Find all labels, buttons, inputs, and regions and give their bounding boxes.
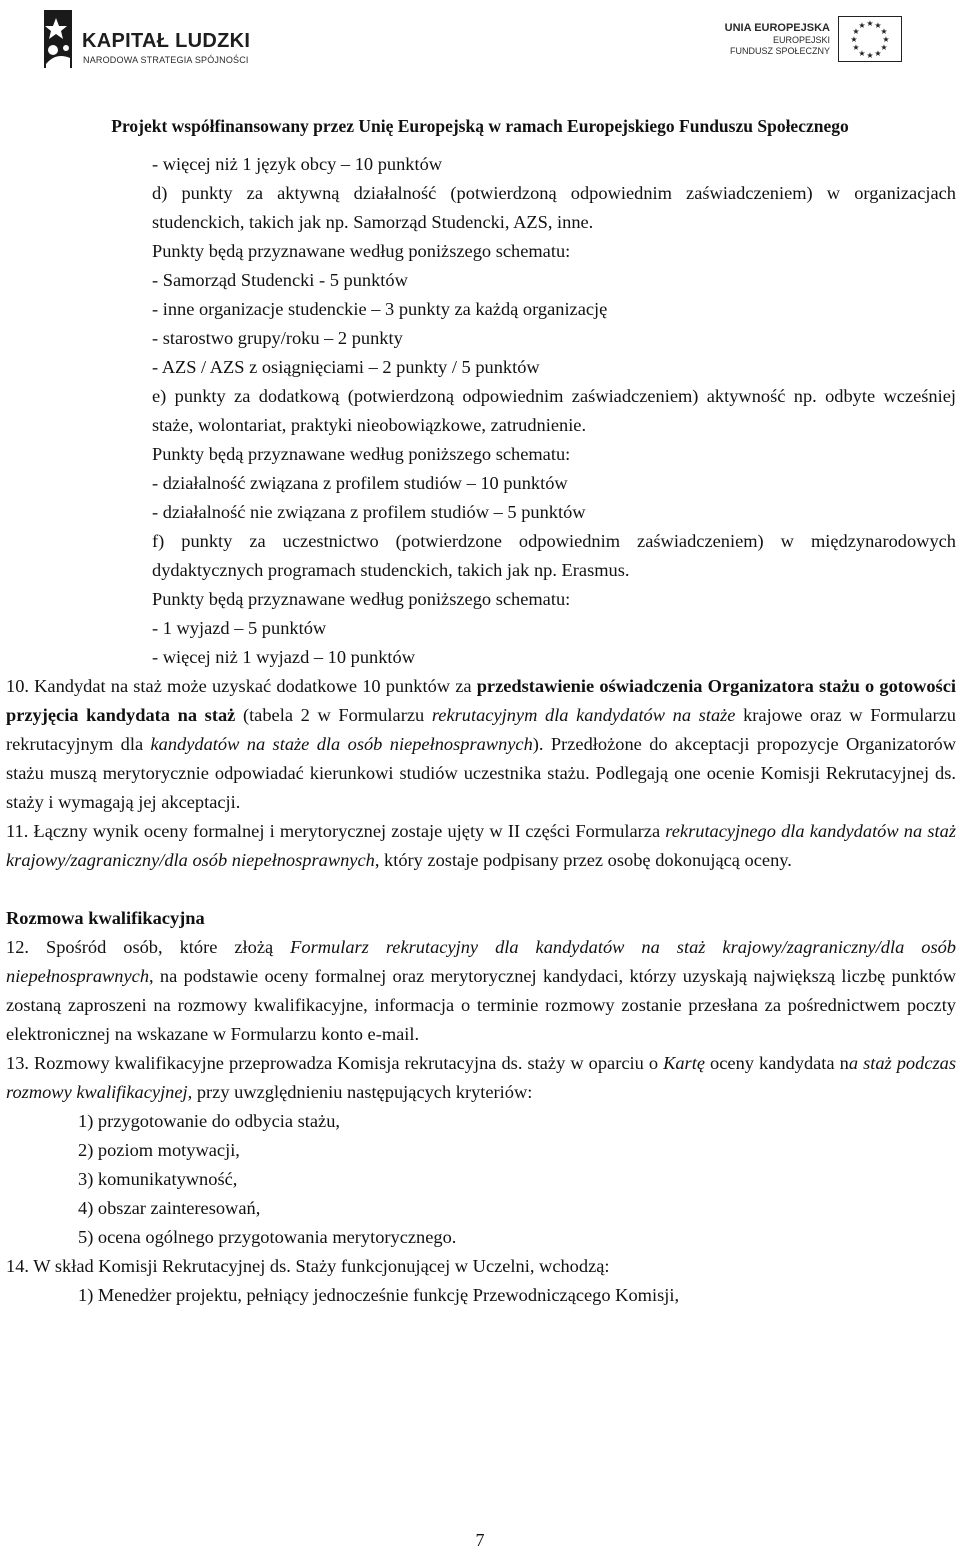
spacer xyxy=(6,875,956,904)
kapital-ludzki-subtitle: NARODOWA STRATEGIA SPÓJNOŚCI xyxy=(83,55,249,65)
criterion-d: d) punkty za aktywną działalność (potwierdzoną odpowiednim zaświadczeniem) w organizacjach studenckich, takich jak np. Samorząd Studencki, AZS, inne. xyxy=(152,183,956,232)
kapital-ludzki-title: KAPITAŁ LUDZKI xyxy=(82,30,251,52)
eu-logo xyxy=(700,12,920,72)
paragraph-13 xyxy=(6,1049,956,1107)
paragraph-14: 14. W skład Komisji Rekrutacyjnej ds. Staży funkcjonującej w Uczelni, wchodzą: xyxy=(6,1256,610,1276)
p10-italic: rekrutacyjnym dla kandydatów na staże xyxy=(431,705,736,725)
text-line: - więcej niż 1 język obcy – 10 punktów xyxy=(152,154,443,174)
criteria-item: 1) przygotowanie do odbycia stażu, xyxy=(78,1111,340,1131)
criterion-e: e) punkty za dodatkową (potwierdzoną odpowiednim zaświadczeniem) aktywność np. odbyte wcześniej staże, wolontariat, praktyki nieobowiązkowe, zatrudnienie. xyxy=(152,386,956,435)
document-body xyxy=(6,150,956,1310)
p13-text: 13. Rozmowy kwalifikacyjne przeprowadza Komisja rekrutacyjna ds. staży w oparciu o xyxy=(6,1053,664,1073)
text-line: - inne organizacje studenckie – 3 punkty za każdą organizację xyxy=(152,299,608,319)
text-line: - AZS / AZS z osiągnięciami – 2 punkty / 5 punktów xyxy=(152,357,540,377)
project-cofinancing-line: Projekt współfinansowany przez Unię Europejską w ramach Europejskiego Funduszu Społecznego xyxy=(111,116,849,136)
p12-text: , na podstawie oceny formalnej oraz merytorycznej kandydaci, którzy uzyskają największą liczbę punktów zostaną zaproszeni na rozmowy kwalifikacyjne, informacja o terminie rozmowy zostanie przesłana za pośrednictwem poczty elektronicznej na wskazane w Formularzu konto e-mail. xyxy=(6,966,956,1044)
text-line: - Samorząd Studencki - 5 punktów xyxy=(152,270,408,290)
paragraph-12 xyxy=(6,933,956,1049)
p13-italic: a staż podczas rozmowy kwalifikacyjnej, xyxy=(6,1053,956,1102)
text-line: Punkty będą przyznawane według poniższego schematu: xyxy=(152,444,571,464)
criteria-item: 4) obszar zainteresowań, xyxy=(78,1198,261,1218)
p13-text: przy uwzględnieniu następujących kryteriów: xyxy=(192,1082,533,1102)
text-line: - działalność związana z profilem studiów – 10 punktów xyxy=(152,473,568,493)
text-line: - więcej niż 1 wyjazd – 10 punktów xyxy=(152,647,416,667)
paragraph-11 xyxy=(6,817,956,875)
criteria-item: 2) poziom motywacji, xyxy=(78,1140,240,1160)
text-line: Punkty będą przyznawane według poniższego schematu: xyxy=(152,241,571,261)
svg-text:★: ★ xyxy=(874,21,882,30)
eu-flag-icon xyxy=(838,16,902,62)
text-line: - starostwo grupy/roku – 2 punkty xyxy=(152,328,403,348)
criteria-item: 3) komunikatywność, xyxy=(78,1169,238,1189)
svg-text:★: ★ xyxy=(866,51,874,60)
p11-italic: rekrutacyjnego dla kandydatów na staż krajowy/zagraniczny/dla osób niepełnosprawnych xyxy=(6,821,956,870)
p10-text: (tabela 2 w Formularzu xyxy=(235,705,432,725)
p12-text: 12. Spośród osób, które złożą xyxy=(6,937,291,957)
svg-text:★: ★ xyxy=(880,43,888,52)
text-line: Punkty będą przyznawane według poniższego schematu: xyxy=(152,589,571,609)
svg-text:★: ★ xyxy=(852,43,860,52)
paragraph-10 xyxy=(6,672,956,817)
section-title xyxy=(6,904,956,933)
svg-text:★: ★ xyxy=(852,27,860,36)
p13-text: oceny kandydata n xyxy=(705,1053,849,1073)
svg-text:★: ★ xyxy=(882,35,890,44)
text-line: - 1 wyjazd – 5 punktów xyxy=(152,618,327,638)
p10-italic: kandydatów na staże dla osób niepełnosprawnych xyxy=(150,734,533,754)
svg-text:★: ★ xyxy=(858,21,866,30)
p13-italic: Kartę xyxy=(663,1053,705,1073)
text-line: - działalność nie związana z profilem studiów – 5 punktów xyxy=(152,502,586,522)
p10-bold: przedstawienie oświadczenia Organizatora stażu o gotowości przyjęcia kandydata na staż xyxy=(6,676,956,725)
p10-text: krajowe oraz w Formularzu rekrutacyjnym dla xyxy=(6,705,956,754)
eu-logo-line1: UNIA EUROPEJSKA xyxy=(724,22,830,34)
kapital-ludzki-emblem-icon xyxy=(40,8,76,70)
page-number: 7 xyxy=(475,1530,485,1550)
page-header xyxy=(0,0,960,136)
criterion-f: f) punkty za uczestnictwo (potwierdzone odpowiednim zaświadczeniem) w międzynarodowych dydaktycznych programach studenckich, takich jak np. Erasmus. xyxy=(152,531,956,580)
svg-text:★: ★ xyxy=(880,27,888,36)
section-title-text: Rozmowa kwalifikacyjna xyxy=(6,908,205,928)
eu-logo-text xyxy=(700,22,830,57)
svg-text:★: ★ xyxy=(858,49,866,58)
committee-item: 1) Menedżer projektu, pełniący jednocześnie funkcję Przewodniczącego Komisji, xyxy=(78,1285,680,1305)
criteria-item: 5) ocena ogólnego przygotowania merytorycznego. xyxy=(78,1227,457,1247)
kapital-ludzki-logo xyxy=(40,8,280,78)
svg-text:★: ★ xyxy=(874,49,882,58)
svg-text:★: ★ xyxy=(850,35,858,44)
p10-text: 10. Kandydat na staż może uzyskać dodatkowe 10 punktów za xyxy=(6,676,477,696)
svg-text:★: ★ xyxy=(866,19,874,28)
p11-text: 11. Łączny wynik oceny formalnej i merytorycznej zostaje ujęty w II części Formularza xyxy=(6,821,666,841)
p12-italic: Formularz rekrutacyjny dla kandydatów na staż krajowy/zagraniczny/dla osób niepełnosprawnych xyxy=(6,937,956,986)
p11-text: , który zostaje podpisany przez osobę dokonującą oceny. xyxy=(374,850,792,870)
eu-logo-line3: FUNDUSZ SPOŁECZNY xyxy=(729,46,830,56)
eu-logo-line2: EUROPEJSKI xyxy=(772,35,830,45)
p10-text: ). Przedłożone do akceptacji propozycje Organizatorów stażu muszą merytorycznie odpowiadać kierunkowi studiów uczestnika stażu. Podlegają one ocenie Komisji Rekrutacyjnej ds. staży i wymagają jej akceptacji. xyxy=(6,734,956,812)
